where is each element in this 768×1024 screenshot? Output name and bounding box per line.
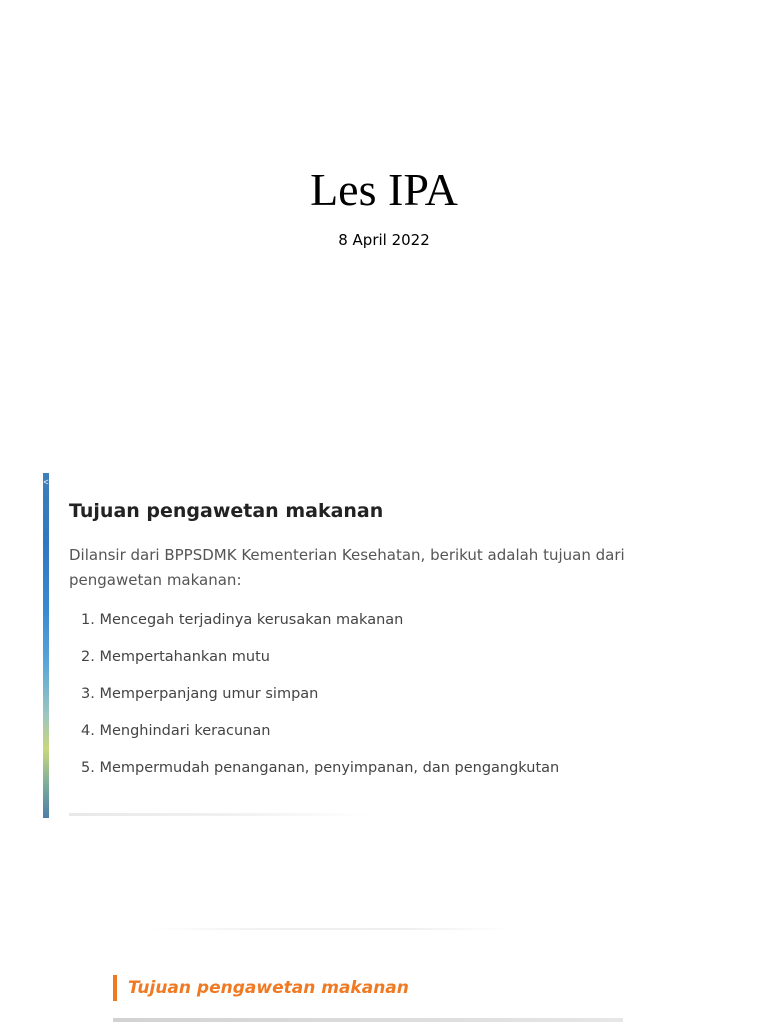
document-title: Les IPA — [310, 164, 458, 215]
heading-accent-bar — [113, 975, 117, 1001]
list-item: 4. Menghindari keracunan — [81, 723, 271, 739]
purpose-list — [81, 609, 559, 794]
faded-text-line — [69, 813, 369, 816]
document-date: 8 April 2022 — [338, 231, 430, 249]
chevron-left-icon: < — [43, 477, 49, 487]
list-item: 2. Mempertahankan mutu — [81, 649, 270, 665]
embedded-screenshot-2 — [100, 970, 660, 1024]
list-item: 5. Mempermudah penanganan, penyimpanan, dan pengangkutan — [81, 760, 560, 776]
intro-paragraph: Dilansir dari BPPSDMK Kementerian Kesehatan, berikut adalah tujuan dari pengawetan makanan: — [69, 546, 625, 589]
section-heading: Tujuan pengawetan makanan — [128, 978, 409, 998]
cut-off-text-line — [113, 1018, 623, 1022]
list-item: 3. Memperpanjang umur simpan — [81, 686, 319, 702]
list-item: 1. Mencegah terjadinya kerusakan makanan — [81, 612, 404, 628]
embedded-screenshot-1 — [43, 473, 643, 818]
faded-divider — [150, 928, 510, 930]
image-edge-strip — [43, 473, 49, 818]
section-heading: Tujuan pengawetan makanan — [69, 500, 384, 522]
